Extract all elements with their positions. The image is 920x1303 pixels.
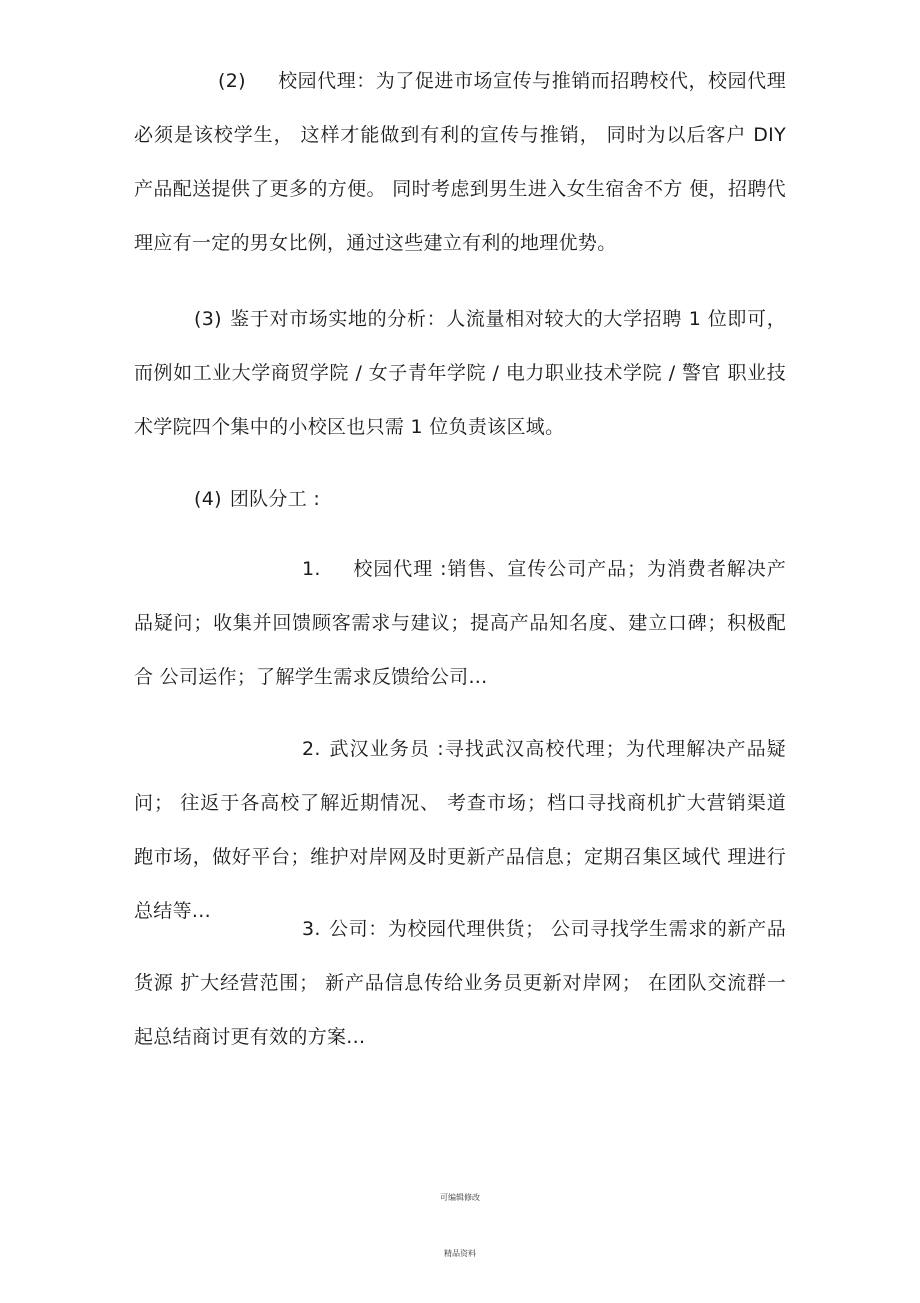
list-item-text: 武汉业务员 :寻找武汉高校代理；为代理解决产品疑问； 往返于各高校了解近期情况、 考查市场；档口寻找商机扩大营销渠道 跑市场，做好平台；维护对岸网及时更新产品信息；定期召集区域代 理进行总结等...	[134, 738, 786, 922]
list-item-text: 校园代理 :销售、宣传公司产品；为消费者解决产品疑问；收集并回馈顾客需求与建议；提高产品知名度、建立口碑；积极配合 公司运作；了解学生需求反馈给公司...	[134, 558, 786, 688]
footer-editable-note: 可编辑修改	[440, 1193, 480, 1202]
paragraph-team-division	[134, 472, 786, 526]
list-item-number: 2.	[302, 738, 321, 760]
paragraph-number: (4)	[194, 488, 222, 510]
paragraph-text: 团队分工 :	[229, 488, 321, 510]
paragraph-text: 鉴于对市场实地的分析：人流量相对较大的大学招聘 1 位即可， 而例如工业大学商贸学院 / 女子青年学院 / 电力职业技术学院 / 警官 职业技术学院四个集中的小校区也只需 1 位负责该区域。	[134, 308, 786, 438]
footer-quality-note: 精品资料	[444, 1249, 476, 1258]
paragraph-number: (3)	[194, 308, 222, 330]
paragraph-campus-agent	[134, 54, 786, 270]
paragraph-number: (2)	[218, 70, 246, 92]
list-item-company-role	[134, 902, 786, 1064]
paragraph-market-analysis	[134, 292, 786, 454]
list-item-campus-agent-role	[134, 542, 786, 704]
list-item-number: 3.	[302, 918, 321, 940]
list-item-number: 1.	[302, 558, 321, 580]
list-item-text: 公司：为校园代理供货； 公司寻找学生需求的新产品货源 扩大经营范围； 新产品信息传给业务员更新对岸网； 在团队交流群一 起总结商讨更有效的方案...	[134, 918, 786, 1048]
paragraph-text: 校园代理：为了促进市场宣传与推销而招聘校代，校园代理 必须是该校学生， 这样才能做到有利的宣传与推销， 同时为以后客户 DIY 产品配送提供了更多的方便。 同时考虑到男生进入女生宿舍不方 便，招聘代理应有一定的男女比例，通过这些建立有利的地理优势。	[134, 70, 786, 254]
